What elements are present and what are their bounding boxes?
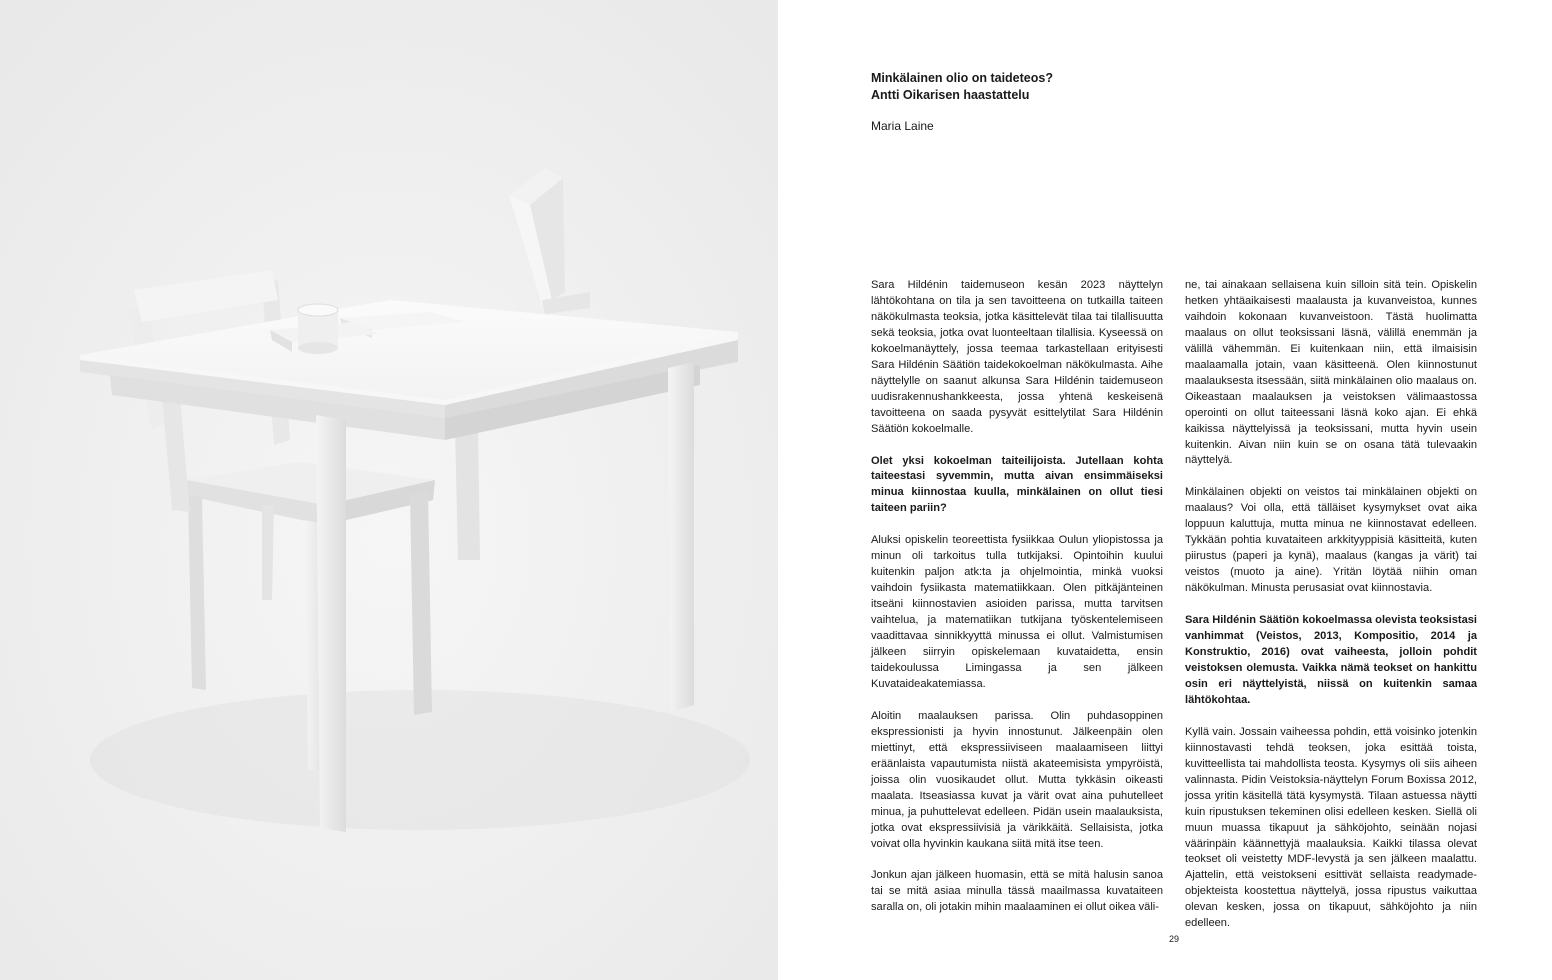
- paragraph-answer: Jonkun ajan jälkeen huomasin, että se mitä halusin sanoa tai se mitä asiaa minulla tässä maailmassa kuvataiteen saralla on, oli jotakin mihin maalaaminen ei ollut oikea väli-: [871, 869, 1163, 914]
- title-line-2: Antti Oikarisen haastattelu: [871, 88, 1030, 102]
- article-page: [778, 0, 1552, 980]
- text-column-1: [871, 278, 1163, 916]
- author-byline: Maria Laine: [871, 119, 934, 133]
- paragraph-answer: Aluksi opiskelin teoreettista fysiikkaa Oulun yliopistossa ja minun oli tarkoitus tulla tutkijaksi. Opintoihin kuului kuitenkin paljon atk:ta ja ohjelmointia, minkä vuoksi vaihdoin fysiikasta matematiikkaan. Olen pitkäjänteinen itseäni kiinnostavien asioiden parissa, mutta tarvitsen vaihtelua, ja matematiikan tutkijana työskentelemiseen vaadittavaa sinnikkyyttä minussa ei ollut. Valmistumisen jälkeen siirryin opiskelemaan kuvataidetta, ensin taidekoulussa Limingassa ja sen jälkeen Kuvataideakatemiassa.: [871, 534, 1163, 690]
- paragraph-answer: Aloitin maalauksen parissa. Olin puhdasoppinen ekspressionisti ja hyvin innostunut. Jälkeenpäin olen miettinyt, että ekspressiiviseen maalaamiseen liittyi eräänlaista vapautumista niistä akateemisista ympyröistä, joissa olin vuosikaudet ollut. Mutta tykkäsin oikeasti maalata. Itseasiassa kuvat ja värit ovat aina puhutelleet minua, ja puhuttelevat edelleen. Pidän usein maalauksista, jotka ovat ekspressiivisiä ja värikkäitä. Sellaisista, jotka voivat olla hyvinkin kaukana siitä mitä itse teen.: [871, 709, 1163, 850]
- interview-question: Olet yksi kokoelman taiteilijoista. Jutellaan kohta taiteestasi syvemmin, mutta aivan ensimmäiseksi minua kiinnostaa kuulla, minkälainen on ollut tiesi taiteen pariin?: [871, 454, 1163, 515]
- interview-question: Sara Hildénin Säätiön kokoelmassa olevista teoksistasi vanhimmat (Veistos, 2013, Kompositio, 2014 ja Konstruktio, 2016) ovat vaiheesta, jolloin pohdit veistoksen olemusta. Vaikka nämä teokset on hankittu osin eri näyttelyistä, niissä on kuitenkin samaa lähtökohtaa.: [1185, 614, 1477, 706]
- paragraph-answer: Minkälainen objekti on veistos tai minkälainen objekti on maalaus? Voi olla, että tälläiset kysymykset ovat aika loppuun kaluttuja, mutta minua ne kiinnostavat edelleen. Tykkään pohtia kuvataiteen arkkityyppisiä käsitteitä, kuten piirustus (paperi ja kynä), maalaus (kangas ja värit) tai veistos (muoto ja aine). Yritän löytää niihin oman näkökulman. Minusta perusasiat ovat kiinnostavia.: [1185, 486, 1477, 595]
- paragraph-answer: ne, tai ainakaan sellaisena kuin silloin sitä tein. Opiskelin hetken yhtäaikaisesti maalausta ja kuvanveistoa, kunnes vaihdoin kokonaan kuvanveistoon. Tästä huolimatta maalaus on ollut teoksissani läsnä, välillä enemmän ja välillä vähemmän. Ei kuitenkaan niin, että ilmaisisin maalaamalla jotain, vaan käsitteenä. Olen kiinnostunut maalauksesta itsessään, siitä minkälainen olio maalaus on. Oikeastaan maalauksen ja veistoksen välimaastossa operointi on ollut taiteessani läsnä koko ajan. Ei ehkä kaikissa näyttelyissä ja teoksissani, mutta hyvin usein kuitenkin. Aivan niin kuin se on osana tätä tulevaakin näyttelyä.: [1185, 279, 1477, 467]
- paragraph-answer: Kyllä vain. Jossain vaiheessa pohdin, että voisinko jotenkin kiinnostavasti tehdä teoksen, joka esittää toista, kuvitteellista tai mahdollista teosta. Kysymys oli siis aiheen valinnasta. Pidin Veistoksia-näyttelyn Forum Boxissa 2012, jossa yritin käsitellä tätä kysymystä. Tilaan astuessa näytti kuin ripustuksen tekeminen olisi edelleen kesken. Siellä oli muun muassa tikapuut ja sähköjohto, seinään nojasi väärinpäin käännettyjä maalauksia. Kaikki tilassa olevat teokset oli veistetty MDF-levystä ja sen jälkeen maalattu. Ajattelin, että veistokseni esittivät sellaista readymade-objekteista koostettua näyttelyä, jossa ripustus vaikuttaa olevan kesken, jossa on tikapuut, sähköjohto ja niin edelleen.: [1185, 725, 1477, 930]
- text-column-2: [1185, 278, 1477, 932]
- title-line-1: Minkälainen olio on taideteos?: [871, 71, 1053, 85]
- page-number: 29: [1168, 934, 1179, 944]
- paragraph-intro: Sara Hildénin taidemuseon kesän 2023 näyttelyn lähtökohtana on tila ja sen tavoitteena on tutkailla taiteen näkökulmasta teoksia, jotka käsittelevät tilaa tai tilallisuutta sekä teoksia, jotka ovat luonteeltaan tilallisia. Kyseessä on kokoelmanäyttely, jossa teemaa tarkastellaan erityisesti Sara Hildénin Säätiön taidekokoelman näkökulmasta. Aihe näyttelylle on saanut alkunsa Sara Hildénin taidemuseon uudisrakennushankkeesta, jossa yhtenä keskeisenä tavoitteena on saada pysyvät esittelytilat Sara Hildénin Säätiön kokoelmalle.: [871, 279, 1163, 435]
- article-title: [871, 70, 1231, 104]
